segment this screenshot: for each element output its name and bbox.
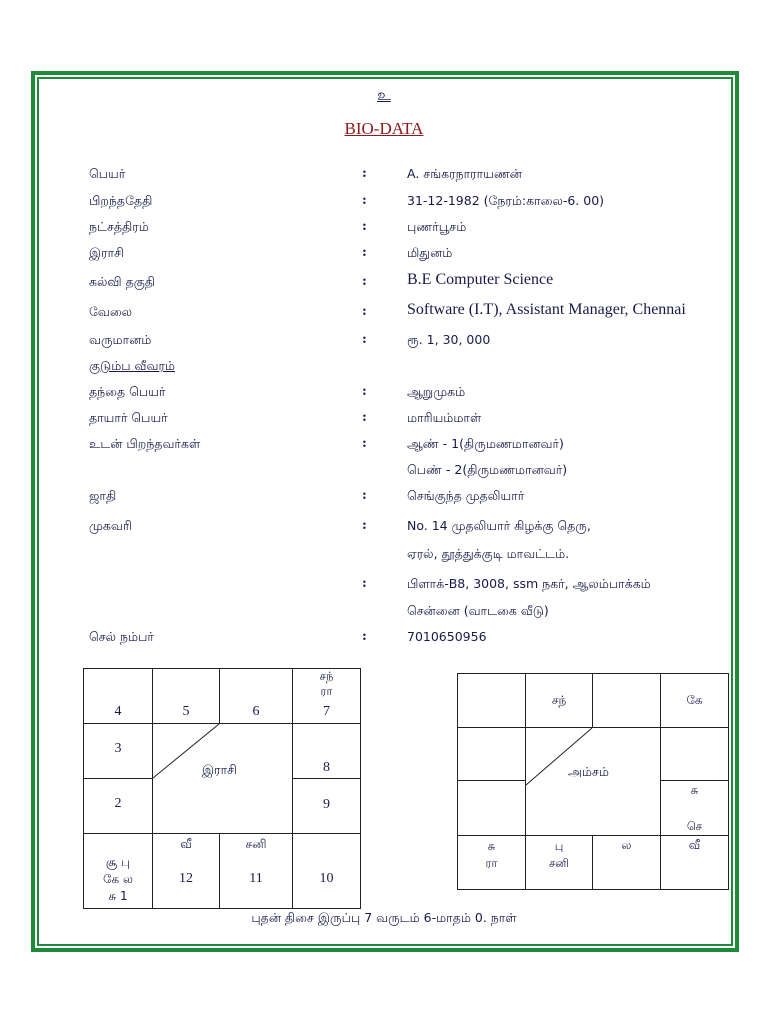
row-job — [0, 301, 768, 326]
label-father: தந்தை பெயர் — [89, 384, 166, 399]
house-number: 5 — [182, 704, 190, 719]
label-job: வேலை — [89, 304, 133, 319]
planet-label: வீ — [180, 837, 192, 851]
house-number: 2 — [114, 796, 122, 811]
rasi-cell-11 — [219, 833, 293, 909]
rasi-cell-10 — [292, 833, 361, 909]
amsam-cell — [457, 727, 526, 781]
row-siblings — [0, 436, 768, 458]
colon: : — [362, 219, 367, 234]
house-number: 6 — [252, 704, 260, 719]
planet-label: சனி — [245, 837, 267, 851]
value-mother: மாரியம்மாள் — [407, 410, 482, 425]
colon: : — [362, 436, 367, 451]
row-father — [0, 384, 768, 406]
value-name: A. சங்கரநாராயணன் — [407, 166, 522, 181]
label-education: கல்வி தகுதி — [89, 274, 155, 289]
row-star — [0, 219, 768, 241]
label-address: முகவரி — [89, 518, 132, 533]
planet-label: சு செ — [686, 783, 703, 833]
planet-label: சு ரா — [485, 839, 498, 870]
amsam-cell — [457, 835, 526, 890]
label-mother: தாயார் பெயர் — [89, 410, 168, 425]
pillaiyar-suzhi: உ — [377, 86, 391, 104]
row-address-4 — [0, 603, 768, 625]
row-rasi — [0, 245, 768, 267]
house-number: 10 — [319, 871, 334, 886]
value-siblings-male: ஆண் - 1(திருமணமானவர்) — [407, 436, 564, 451]
value-father: ஆறுமுகம் — [407, 384, 466, 399]
amsam-cell — [457, 673, 526, 728]
row-family-heading — [0, 358, 768, 380]
amsam-cell — [660, 780, 729, 836]
rasi-cell-8 — [292, 723, 361, 779]
row-caste — [0, 488, 768, 510]
rasi-cell-6 — [219, 668, 293, 724]
row-name — [0, 166, 768, 188]
family-details-heading: குடும்ப வீவரம் — [89, 358, 175, 373]
value-income: ரூ. 1, 30, 000 — [407, 332, 491, 347]
value-siblings-female: பெண் - 2(திருமணமானவர்) — [407, 462, 568, 477]
page-title: BIO-DATA — [344, 119, 424, 138]
row-phone — [0, 629, 768, 651]
planet-label: கே — [686, 693, 703, 707]
value-address-line1: No. 14 முதலியார் கிழக்கு தெரு, — [407, 518, 591, 533]
house-number: 4 — [114, 704, 122, 719]
rasi-cell-1 — [83, 833, 153, 909]
value-address-line2: ஏரல், தூத்துக்குடி மாவட்டம். — [407, 546, 570, 561]
house-number: 9 — [323, 797, 330, 812]
house-number: 11 — [249, 871, 263, 886]
colon: : — [362, 518, 367, 533]
planet-label: வீ — [688, 838, 701, 852]
rasi-cell-2 — [83, 778, 153, 834]
colon: : — [362, 193, 367, 208]
label-caste: ஜாதி — [89, 488, 117, 503]
amsam-cell — [660, 727, 729, 781]
label-phone: செல் நம்பர் — [89, 629, 154, 644]
row-dob — [0, 193, 768, 215]
colon: : — [362, 166, 367, 181]
colon: : — [362, 384, 367, 399]
planet-label: ல — [621, 838, 632, 852]
value-dob: 31-12-1982 (நேரம்:காலை-6. 00) — [407, 193, 605, 208]
house-number: 8 — [323, 760, 330, 775]
row-education — [0, 271, 768, 296]
diagonal-line — [153, 724, 294, 835]
colon: : — [362, 629, 367, 644]
dasa-balance-footer: புதன் திசை இருப்பு 7 வருடம் 6-மாதம் 0. நாள் — [251, 910, 517, 925]
value-star: புணர்பூசம் — [407, 219, 467, 234]
colon: : — [362, 488, 367, 503]
rasi-center-label: இராசி — [202, 762, 237, 777]
amsam-cell — [525, 673, 593, 728]
amsam-chart — [457, 673, 729, 890]
colon: : — [362, 274, 367, 289]
row-address — [0, 518, 768, 540]
row-income — [0, 332, 768, 354]
house-number: 7 — [323, 704, 330, 719]
amsam-cell — [525, 835, 593, 890]
row-address-2 — [0, 546, 768, 568]
rasi-cell-9 — [292, 778, 361, 834]
amsam-cell — [457, 780, 526, 836]
rasi-cell-7 — [292, 668, 361, 724]
house-number: 12 — [179, 871, 193, 886]
row-siblings-2 — [0, 462, 768, 484]
amsam-cell — [592, 673, 661, 728]
value-rasi: மிதுனம் — [407, 245, 453, 260]
amsam-center-label: அம்சம் — [568, 764, 609, 779]
label-siblings: உடன் பிறந்தவர்கள் — [89, 436, 201, 451]
colon: : — [362, 576, 367, 591]
planet-label: பு சனி — [548, 839, 570, 870]
value-address-line3: பிளாக்-B8, 3008, ssm நகர், ஆலம்பாக்கம் — [407, 576, 651, 591]
label-rasi: இராசி — [89, 245, 124, 260]
label-income: வருமானம் — [89, 332, 152, 347]
label-name: பெயர் — [89, 166, 126, 181]
colon: : — [362, 304, 367, 319]
colon: : — [362, 332, 367, 347]
colon: : — [362, 245, 367, 260]
label-dob: பிறந்ததேதி — [89, 193, 153, 208]
value-address-line4: சென்னை (வாடகை வீடு) — [407, 603, 549, 618]
planet-label: சூ பு கே ல சு 1 — [103, 855, 133, 903]
value-phone: 7010650956 — [407, 629, 487, 644]
value-caste: செங்குந்த முதலியார் — [407, 488, 525, 503]
planet-label: சந் ரா — [319, 669, 334, 698]
rasi-cell-3 — [83, 723, 153, 779]
rasi-cell-5 — [152, 668, 220, 724]
planet-label: சந் — [551, 693, 567, 707]
rasi-chart — [83, 668, 361, 909]
amsam-cell — [592, 835, 661, 890]
colon: : — [362, 410, 367, 425]
value-education: B.E Computer Science — [407, 271, 554, 288]
value-job: Software (I.T), Assistant Manager, Chennai — [407, 301, 686, 318]
amsam-cell — [660, 673, 729, 728]
house-number: 3 — [114, 741, 122, 756]
label-star: நட்சத்திரம் — [89, 219, 149, 234]
row-address-3 — [0, 576, 768, 598]
rasi-cell-4 — [83, 668, 153, 724]
amsam-center — [525, 727, 661, 836]
row-mother — [0, 410, 768, 432]
diagonal-line — [526, 728, 662, 837]
amsam-cell — [660, 835, 729, 890]
rasi-center — [152, 723, 293, 834]
rasi-cell-12 — [152, 833, 220, 909]
